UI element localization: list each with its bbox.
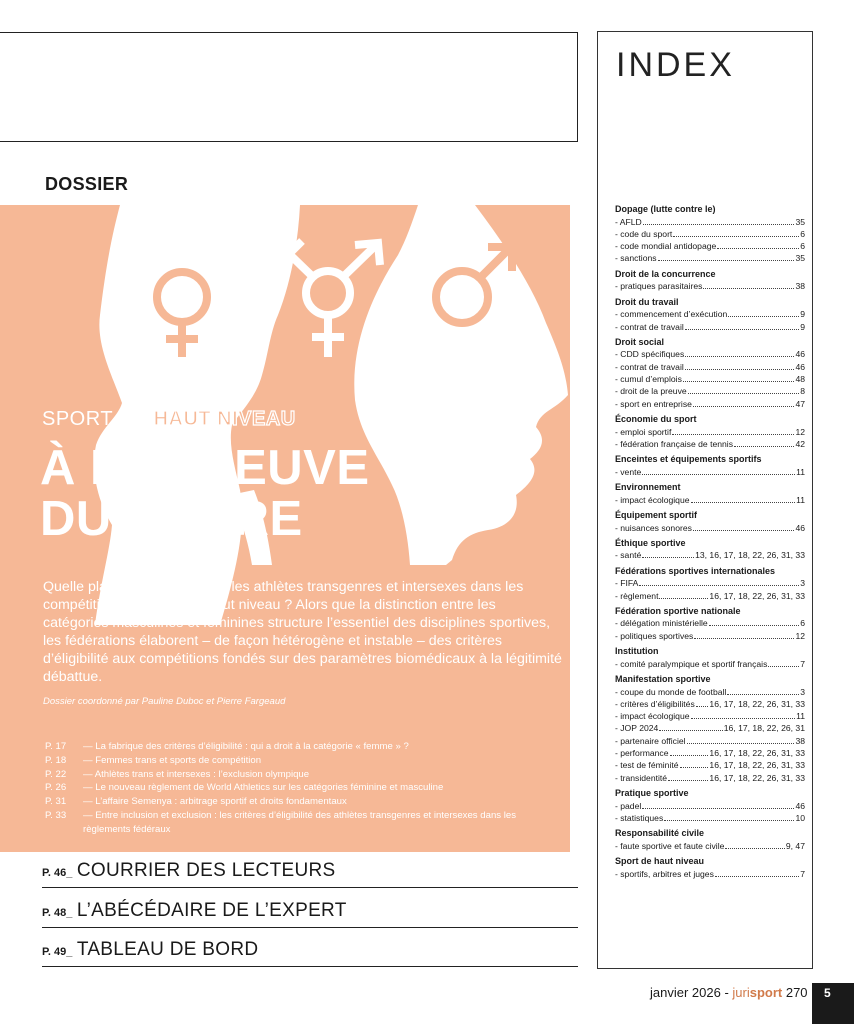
index-category: Enceintes et équipements sportifs xyxy=(615,454,762,465)
index-leader-dots xyxy=(694,638,794,639)
index-leader-dots xyxy=(659,730,722,731)
index-entry-label: - test de féminité xyxy=(615,760,679,771)
index-entry-label: - impact écologique xyxy=(615,711,690,722)
index-entry[interactable] xyxy=(615,772,805,784)
index-entry-pages: 11 xyxy=(796,711,805,722)
index-entry[interactable] xyxy=(615,348,805,360)
index-entry[interactable] xyxy=(615,522,805,534)
toc-title: — Le nouveau règlement de World Athletics sur les catégories féminine et masculine xyxy=(83,782,444,794)
index-entry-label: - commencement d’exécution xyxy=(615,309,728,320)
index-entry[interactable] xyxy=(615,868,805,880)
index-entry[interactable] xyxy=(615,216,805,228)
section-page: P. 49_ xyxy=(42,946,73,958)
index-entry-label: - sport en entreprise xyxy=(615,398,692,409)
index-entry-label: - délégation ministérielle xyxy=(615,618,708,629)
index-entry[interactable] xyxy=(615,549,805,561)
index-category: Équipement sportif xyxy=(615,509,698,520)
section-abecedaire[interactable] xyxy=(42,900,578,928)
index-entry-pages: 47 xyxy=(795,398,805,409)
index-entry-pages: 46 xyxy=(795,361,805,372)
index-leader-dots xyxy=(680,767,709,768)
index-entry[interactable] xyxy=(615,361,805,373)
index-entry-pages: 46 xyxy=(795,349,805,360)
index-entry-pages: 12 xyxy=(795,630,805,641)
index-entry-pages: 9 xyxy=(800,321,805,332)
index-leader-dots xyxy=(693,406,795,407)
index-entry[interactable] xyxy=(615,617,805,629)
index-leader-dots xyxy=(683,381,795,382)
index-entry-label: - JOP 2024 xyxy=(615,723,659,734)
section-title: TABLEAU DE BORD xyxy=(76,939,259,960)
index-entry-label: - AFLD xyxy=(615,216,642,227)
index-entry-pages: 6 xyxy=(800,241,805,252)
index-leader-dots xyxy=(734,446,794,447)
index-entry-pages: 16, 17, 18, 22, 26, 31, 33 xyxy=(709,748,805,759)
index-entry[interactable] xyxy=(615,630,805,642)
index-entry-pages: 11 xyxy=(796,466,805,477)
dossier-kicker xyxy=(42,408,296,431)
index-entry-pages: 9 xyxy=(800,309,805,320)
toc-title: — Athlètes trans et intersexes : l’exclusion olympique xyxy=(83,768,310,780)
index-category: Manifestation sportive xyxy=(615,673,711,684)
index-entry[interactable] xyxy=(615,698,805,710)
index-entry-label: - vente xyxy=(615,466,642,477)
index-entry-pages: 11 xyxy=(796,494,805,505)
index-entry-label: - politiques sportives xyxy=(615,630,694,641)
index-entry[interactable] xyxy=(615,759,805,771)
index-leader-dots xyxy=(693,530,795,531)
index-entry-label: - FIFA xyxy=(615,578,639,589)
index-entry[interactable] xyxy=(615,577,805,589)
index-leader-dots xyxy=(688,393,800,394)
index-category: Sport de haut niveau xyxy=(615,856,705,866)
index-leader-dots xyxy=(664,820,794,821)
dossier-toc xyxy=(45,740,555,837)
index-entry-label: - règlement xyxy=(615,590,659,601)
index-category: Éthique sportive xyxy=(615,537,686,548)
index-entry[interactable] xyxy=(615,438,805,450)
index-entry-label: - comité paralympique et sportif français xyxy=(615,658,768,669)
toc-item[interactable] xyxy=(45,795,555,809)
index-leader-dots xyxy=(672,434,794,435)
toc-title: — Entre inclusion et exclusion : les critères d’éligibilité des athlètes transgenres et intersexes dans les règlements fédéraux xyxy=(83,809,517,835)
section-courrier[interactable] xyxy=(42,860,578,888)
index-entry-label: - statistiques xyxy=(615,812,664,823)
index-entry-label: - santé xyxy=(615,550,642,561)
index-entry-pages: 6 xyxy=(800,228,805,239)
index-entry-label: - partenaire officiel xyxy=(615,735,686,746)
section-page: P. 48_ xyxy=(42,907,73,919)
index-entry[interactable] xyxy=(615,308,805,320)
index-category: Responsabilité civile xyxy=(615,828,705,839)
index-category: Fédérations sportives internationales xyxy=(615,565,776,576)
index-leader-dots xyxy=(668,780,708,781)
index-entry[interactable] xyxy=(615,686,805,698)
index-entry[interactable] xyxy=(615,590,805,602)
issue-number: 270 xyxy=(782,985,808,1000)
dossier-lead: Quelle place aujourd’hui pour les athlètes transgenres et intersexes dans les compétitions sportives de haut niveau ? Alors que la distinction entre les catégories masculines et féminines structure l’essentiel des disciplines sportives, les fédérations élaborent – de façon hétérogène et instable – des critères d’éligibilité aux compétitions fondés sur des paramètres biomédicaux à la légitimité débattue. xyxy=(43,579,562,685)
index-entry-label: - contrat de travail xyxy=(615,361,684,372)
index-entry[interactable] xyxy=(615,494,805,506)
section-title: COURRIER DES LECTEURS xyxy=(76,860,336,881)
index-entry-label: - code du sport xyxy=(615,228,673,239)
index-entry-label: - coupe du monde de football xyxy=(615,686,727,697)
index-entry[interactable] xyxy=(615,321,805,333)
index-leader-dots xyxy=(709,625,800,626)
index-entry-label: - padel xyxy=(615,800,642,811)
index-entry[interactable] xyxy=(615,812,805,824)
index-entry-label: - nuisances sonores xyxy=(615,522,692,533)
index-entry-pages: 16, 17, 18, 22, 26, 31, 33 xyxy=(709,760,805,771)
index-leader-dots xyxy=(691,502,796,503)
index-entry-pages: 46 xyxy=(795,522,805,533)
toc-page: P. 22 xyxy=(45,768,67,780)
index-category: Pratique sportive xyxy=(615,787,689,798)
headline-line-2: DU GENRE xyxy=(40,492,303,546)
index-entry-label: - emploi sportif xyxy=(615,426,672,437)
index-entry-pages: 3 xyxy=(800,686,805,697)
index-entry-label: - cumul d’emplois xyxy=(615,374,682,385)
index-leader-dots xyxy=(728,316,799,317)
index-entry-label: - performance xyxy=(615,748,669,759)
dossier-coordination: Dossier coordonné par Pauline Duboc et Pierre Fargeaud xyxy=(43,696,286,707)
index-leader-dots xyxy=(673,236,799,237)
index-entry[interactable] xyxy=(615,426,805,438)
index-leader-dots xyxy=(642,557,694,558)
index-leader-dots xyxy=(717,248,799,249)
index-category: Droit de la concurrence xyxy=(615,268,716,279)
index-entry[interactable] xyxy=(615,373,805,385)
index-category: Dopage (lutte contre le) xyxy=(615,204,716,214)
index-leader-dots xyxy=(687,743,795,744)
index-entry-pages: 7 xyxy=(800,868,805,879)
index-leader-dots xyxy=(642,474,795,475)
index-entry-pages: 16, 17, 18, 22, 26, 31, 33 xyxy=(709,698,805,709)
footer-date: janvier 2026 - xyxy=(650,985,733,1000)
index-entry-label: - impact écologique xyxy=(615,494,690,505)
index-entry-pages: 6 xyxy=(800,618,805,629)
toc-title: — L’affaire Semenya : arbitrage sportif et droits fondamentaux xyxy=(83,796,347,808)
index-entry-label: - sanctions xyxy=(615,253,657,264)
index-leader-dots xyxy=(691,718,796,719)
index-entry[interactable] xyxy=(615,722,805,734)
index-category: Fédération sportive nationale xyxy=(615,605,741,616)
index-category: Économie du sport xyxy=(615,413,697,424)
kicker-highlight: HAUT NIVEAU xyxy=(153,408,296,430)
index-leader-dots xyxy=(696,706,709,707)
index-leader-dots xyxy=(670,755,709,756)
index-entry-pages: 8 xyxy=(800,386,805,397)
toc-item[interactable] xyxy=(45,768,555,782)
toc-page: P. 31 xyxy=(45,796,67,808)
toc-page: P. 33 xyxy=(45,809,67,821)
index-leader-dots xyxy=(703,288,794,289)
toc-item[interactable] xyxy=(45,809,555,837)
index-entry-pages: 9, 47 xyxy=(785,840,805,851)
footer-issue xyxy=(650,985,808,1000)
index-entry[interactable] xyxy=(615,385,805,397)
dossier-label: DOSSIER xyxy=(45,174,129,194)
index-entry[interactable] xyxy=(615,228,805,240)
index-entry-pages: 16, 17, 18, 22, 26, 31, 33 xyxy=(709,772,805,783)
index-category: Institution xyxy=(615,646,659,657)
index-entry[interactable] xyxy=(615,398,805,410)
dossier-panel xyxy=(0,205,570,852)
brand-juri: juri xyxy=(732,985,750,1000)
section-tableau[interactable] xyxy=(42,939,578,967)
index-list xyxy=(615,203,805,880)
index-entry-label: - code mondial antidopage xyxy=(615,241,717,252)
right-profile-silhouette xyxy=(354,205,568,565)
index-entry-label: - contrat de travail xyxy=(615,321,684,332)
index-entry[interactable] xyxy=(615,710,805,722)
index-leader-dots xyxy=(715,876,799,877)
headline-line-1: À L’ÉPREUVE xyxy=(40,441,370,495)
toc-page: P. 17 xyxy=(45,741,67,752)
toc-item[interactable] xyxy=(45,781,555,795)
toc-title: — La fabrique des critères d’éligibilité : qui a droit à la catégorie « femme » ? xyxy=(83,741,409,752)
index-entry-label: - CDD spécifiques xyxy=(615,349,685,360)
index-entry[interactable] xyxy=(615,240,805,252)
index-leader-dots xyxy=(643,224,795,225)
index-leader-dots xyxy=(685,356,794,357)
index-entry[interactable] xyxy=(615,466,805,478)
index-entry[interactable] xyxy=(615,658,805,670)
index-entry-pages: 16, 17, 18, 22, 26, 31, 33 xyxy=(709,590,805,601)
index-category: Droit du travail xyxy=(615,296,679,307)
index-entry[interactable] xyxy=(615,280,805,292)
header-frame xyxy=(0,32,578,142)
index-leader-dots xyxy=(768,666,799,667)
index-entry-pages: 48 xyxy=(795,374,805,385)
toc-item[interactable] xyxy=(45,740,555,754)
index-leader-dots xyxy=(685,369,795,370)
toc-page: P. 18 xyxy=(45,754,67,766)
index-entry-pages: 7 xyxy=(800,658,805,669)
toc-page: P. 26 xyxy=(45,782,67,794)
index-entry-label: - fédération française de tennis xyxy=(615,438,733,449)
index-entry[interactable] xyxy=(615,252,805,264)
index-leader-dots xyxy=(727,694,799,695)
index-entry-pages: 38 xyxy=(795,281,805,292)
index-category: Environnement xyxy=(615,482,681,493)
index-entry-pages: 16, 17, 18, 22, 26, 31 xyxy=(723,723,805,734)
index-leader-dots xyxy=(639,585,799,586)
index-leader-dots xyxy=(659,598,708,599)
toc-title: — Femmes trans et sports de compétition xyxy=(83,754,262,766)
index-leader-dots xyxy=(658,260,795,261)
section-title: L’ABÉCÉDAIRE DE L’EXPERT xyxy=(76,900,347,921)
index-leader-dots xyxy=(685,329,799,330)
index-entry-pages: 35 xyxy=(795,253,805,264)
index-entry-label: - sportifs, arbitres et juges xyxy=(615,868,714,879)
index-entry-label: - pratiques parasitaires xyxy=(615,281,703,292)
brand-sport: sport xyxy=(749,985,783,1000)
page-number: 5 xyxy=(812,983,854,1024)
index-entry-label: - critères d’éligibilités xyxy=(615,698,695,709)
index-entry[interactable] xyxy=(615,800,805,812)
section-page: P. 46_ xyxy=(42,867,73,879)
index-entry-pages: 46 xyxy=(795,800,805,811)
index-entry-pages: 35 xyxy=(795,216,805,227)
index-entry-pages: 3 xyxy=(800,578,805,589)
index-entry-pages: 13, 16, 17, 18, 22, 26, 31, 33 xyxy=(695,550,805,561)
index-entry-pages: 12 xyxy=(795,426,805,437)
index-entry[interactable] xyxy=(615,747,805,759)
index-entry-pages: 10 xyxy=(795,812,805,823)
index-panel xyxy=(597,31,813,969)
index-entry-pages: 38 xyxy=(795,735,805,746)
index-entry[interactable] xyxy=(615,840,805,852)
index-category: Droit social xyxy=(615,336,665,347)
toc-item[interactable] xyxy=(45,754,555,768)
index-entry-label: - transidentité xyxy=(615,772,668,783)
index-entry-label: - faute sportive et faute civile xyxy=(615,840,725,851)
index-entry[interactable] xyxy=(615,735,805,747)
index-entry-pages: 42 xyxy=(795,438,805,449)
kicker-plain: SPORT DE xyxy=(42,408,154,430)
index-leader-dots xyxy=(725,848,784,849)
index-entry-label: - droit de la preuve xyxy=(615,386,687,397)
index-title: INDEX xyxy=(616,46,735,84)
index-leader-dots xyxy=(642,808,794,809)
dossier-headline xyxy=(40,443,370,545)
